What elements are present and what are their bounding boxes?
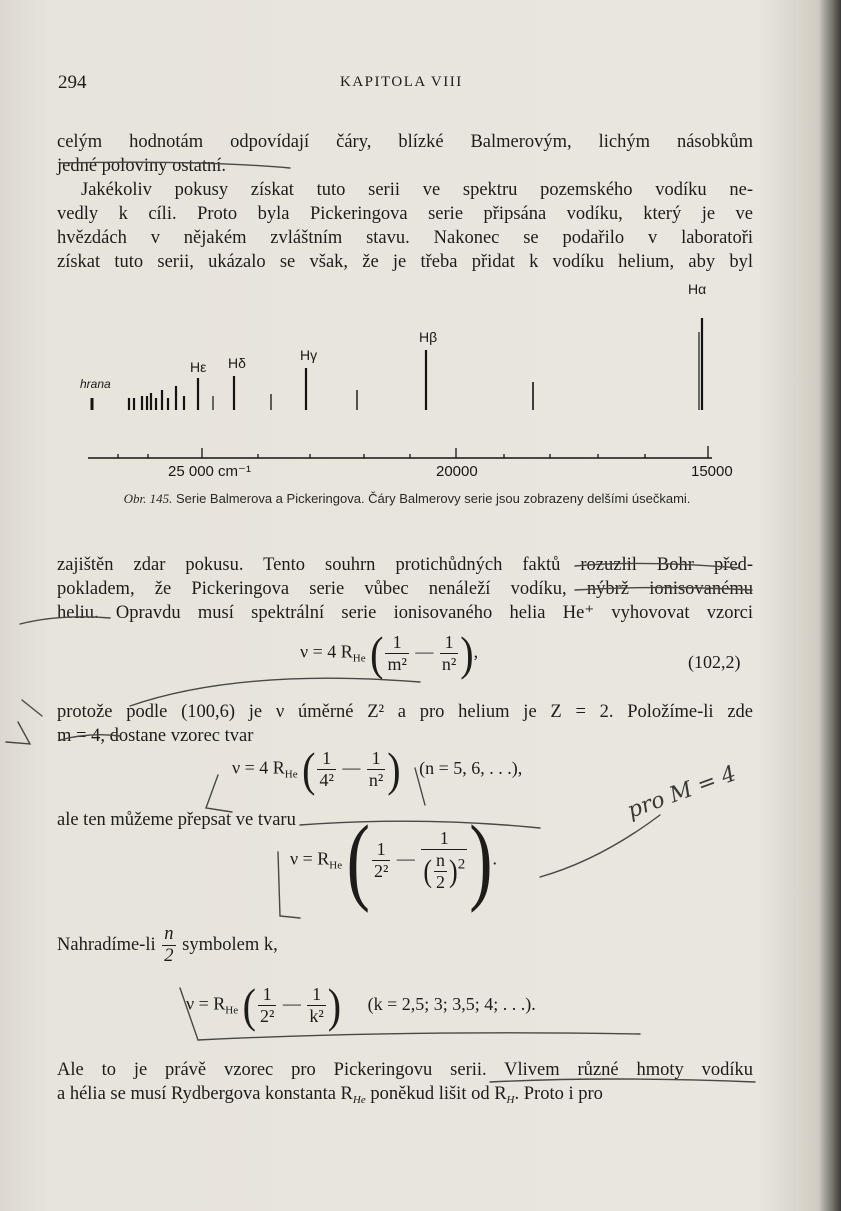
text-line: jedné poloviny ostatní. <box>57 156 227 176</box>
paragraph-2 <box>57 553 753 625</box>
minus-sign: — <box>396 848 415 869</box>
label-h-gamma: Hγ <box>300 347 318 363</box>
denominator: n² <box>441 654 457 674</box>
paren-close: ) <box>387 741 401 796</box>
paren-close: ) <box>327 977 342 1032</box>
equation-pickering <box>186 977 536 1032</box>
paren-close: ) <box>449 853 458 889</box>
paren-close: ) <box>469 805 493 914</box>
axis-label-20000: 20000 <box>436 463 478 480</box>
minus-sign: — <box>415 641 434 662</box>
eq-subscript: He <box>284 768 298 781</box>
text-line <box>57 1082 753 1112</box>
handwritten-note: pro M = 4 <box>624 761 740 824</box>
eq-lhs: ν = R <box>290 848 330 869</box>
page-number: 294 <box>58 72 87 93</box>
text-line: hvězdách v nějakém zvláštním stavu. Nakonec se podařilo v laboratoři <box>57 228 753 248</box>
eq-subscript: He <box>225 1004 239 1017</box>
denominator: k² <box>309 1006 324 1026</box>
numerator: 1 <box>439 828 449 848</box>
text-line: protože podle (100,6) je ν úměrné Z² a pro helium je Z = 2. Položíme-li zde <box>57 702 753 722</box>
eq-lhs: ν = R <box>186 993 226 1014</box>
paragraph-3 <box>57 700 753 748</box>
caption-label: Obr. 145. <box>123 491 173 506</box>
text-span: . Proto i pro <box>514 1084 603 1104</box>
fraction <box>372 839 390 882</box>
subscript: He <box>352 1094 366 1106</box>
fraction-nested <box>421 828 467 893</box>
text-line: pokladem, že Pickeringova serie vůbec nenáleží vodíku, nýbrž ionisovanému <box>57 579 753 599</box>
text-line: vedly k cíli. Proto byla Pickeringova serie připsána vodíku, který je ve <box>57 204 753 224</box>
text-line: heliu. Opravdu musí spektrální serie ionisovaného helia He⁺ vyhovovat vzorci <box>57 603 753 623</box>
eq-lhs: ν = 4 R <box>232 757 285 778</box>
denominator: 2 <box>164 946 174 966</box>
axis-label-15000: 15000 <box>691 463 733 480</box>
eq-subscript: He <box>329 859 343 872</box>
text-span: poněkud lišit od R <box>365 1084 507 1104</box>
text-line: ale ten můžeme přepsat ve tvaru <box>57 810 296 830</box>
paragraph-1 <box>57 130 753 274</box>
numerator: 1 <box>312 984 322 1004</box>
numerator: 1 <box>376 839 386 859</box>
equation-number: (102,2) <box>688 652 741 672</box>
text-line: m = 4, dostane vzorec tvar <box>57 726 254 746</box>
paren-open: ( <box>242 977 256 1032</box>
page-header <box>0 72 841 96</box>
numerator: 1 <box>444 632 454 652</box>
paragraph-6 <box>57 1058 753 1112</box>
paren-open: ( <box>346 805 370 914</box>
denominator: 2² <box>373 861 389 881</box>
numerator: 1 <box>262 984 272 1004</box>
minus-sign: — <box>282 993 301 1014</box>
equation-rewritten <box>290 805 497 914</box>
eq-lhs: ν = 4 R <box>300 641 353 662</box>
fraction <box>385 632 408 675</box>
minus-sign: — <box>342 757 361 778</box>
denominator <box>421 849 467 893</box>
text-line: Jakékoliv pokusy získat tuto serii ve spektru pozemského vodíku ne- <box>81 180 753 200</box>
eq-tail: , <box>473 641 479 662</box>
label-hrana: hrana <box>80 377 111 391</box>
eq-condition: (n = 5, 6, . . .), <box>419 757 523 778</box>
running-head: KAPITOLA VIII <box>340 74 463 90</box>
fraction <box>440 632 458 675</box>
text-line: Ale to je právě vzorec pro Pickeringovu serii. Vlivem různé hmoty vodíku <box>57 1060 753 1080</box>
numerator: 1 <box>371 748 381 768</box>
fraction <box>258 984 276 1027</box>
denominator: 4² <box>319 770 334 790</box>
caption-text: Serie Balmerova a Pickeringova. Čáry Balmerovy serie jsou zobrazeny delšími úsečkami. <box>175 491 691 506</box>
text-line: získat tuto serii, ukázalo se však, že je třeba přidat k vodíku helium, aby byl <box>57 252 753 272</box>
paren-open: ( <box>370 625 384 680</box>
bracket-stroke <box>206 775 232 812</box>
eq-tail: . <box>492 848 497 869</box>
paragraph-5 <box>57 924 278 967</box>
fraction <box>367 748 385 791</box>
paren-open: ( <box>302 741 316 796</box>
text-line: celým hodnotám odpovídají čáry, blízké Balmerovým, lichým násobkům <box>57 132 753 152</box>
margin-mark <box>6 700 42 744</box>
equation-m4 <box>232 741 523 796</box>
label-h-delta: Hδ <box>228 355 246 371</box>
numerator: 1 <box>392 632 402 652</box>
denominator: m² <box>387 654 407 674</box>
label-h-beta: Hβ <box>419 329 438 345</box>
denominator: 2 <box>436 872 446 892</box>
spectrum-figure <box>0 272 841 484</box>
fraction-n-over-2 <box>162 924 175 967</box>
text-span: symbolem k, <box>182 934 278 955</box>
paren-close: ) <box>460 625 474 680</box>
text-span: Nahradíme-li <box>57 934 156 955</box>
eq-subscript: He <box>352 652 366 665</box>
fraction <box>434 850 447 893</box>
text-span: a hélia se musí Rydbergova konstanta R <box>57 1084 353 1104</box>
numerator: n <box>164 924 174 944</box>
label-h-epsilon: Hε <box>190 359 207 375</box>
denominator: n² <box>368 770 384 790</box>
numerator: n <box>436 850 446 870</box>
numerator: 1 <box>322 748 332 768</box>
fraction <box>317 748 335 791</box>
eq-condition: (k = 2,5; 3; 3,5; 4; . . .). <box>367 993 536 1014</box>
paren-open: ( <box>423 853 433 889</box>
axis-label-25000: 25 000 cm⁻¹ <box>168 463 251 480</box>
text-line: zajištěn zdar pokusu. Tento souhrn protichůdných faktů rozuzlil Bohr před- <box>57 555 753 575</box>
fraction <box>307 984 325 1027</box>
exponent: 2 <box>457 856 466 873</box>
denominator: 2² <box>259 1006 275 1026</box>
page-edge-shadow <box>819 0 841 1211</box>
subscript: H <box>506 1094 515 1106</box>
label-h-alpha: Hα <box>688 281 707 297</box>
figure-caption <box>57 490 757 507</box>
